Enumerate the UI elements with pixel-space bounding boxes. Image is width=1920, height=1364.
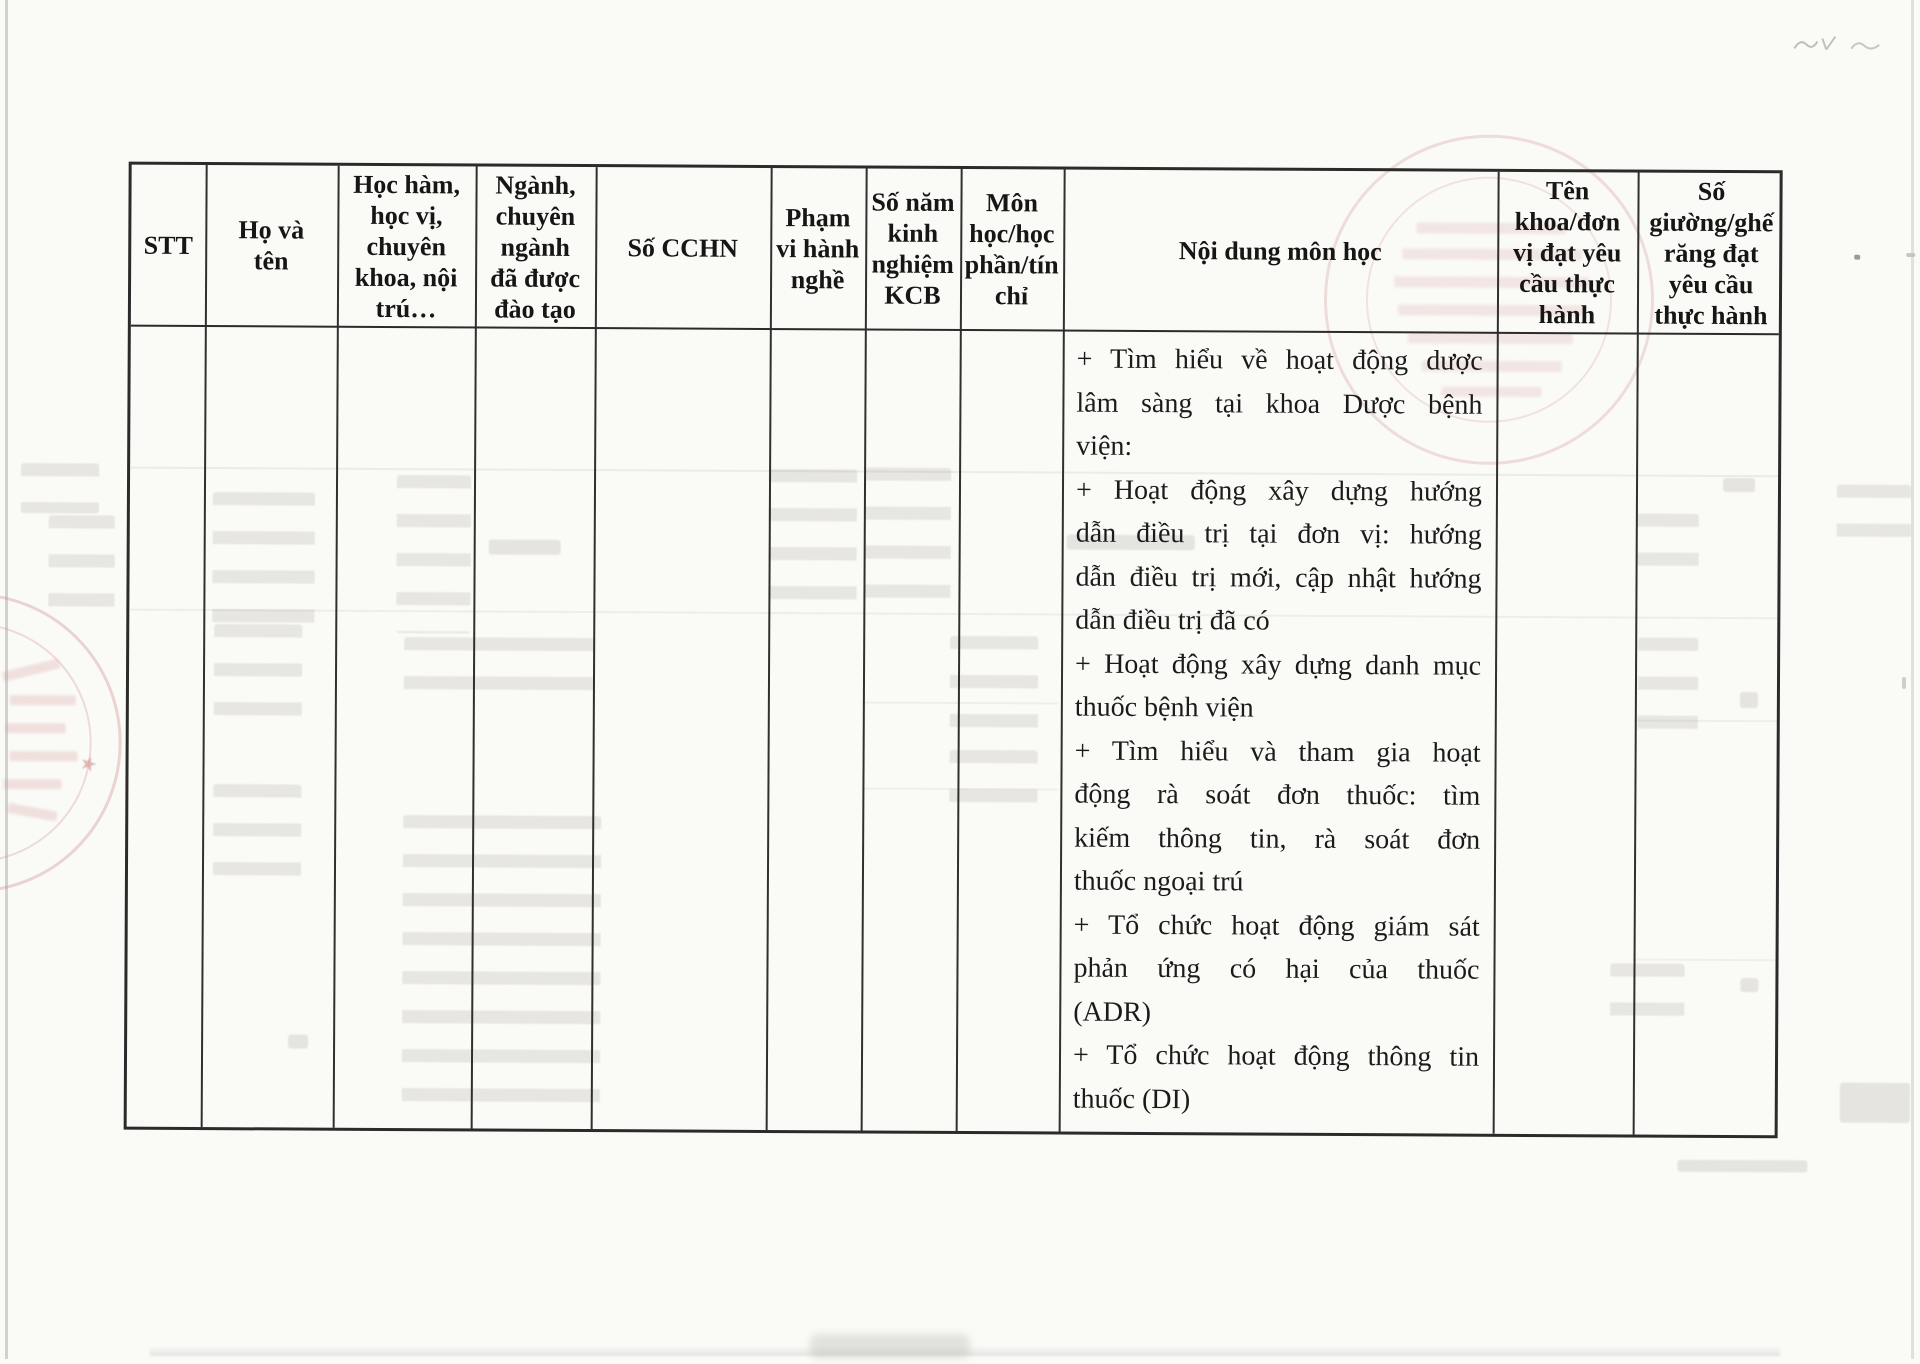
content-line: + Tổ chức hoạt động giám sát (1073, 909, 1480, 943)
col-header-ho-va-ten: Họ và tên (238, 215, 305, 276)
content-line: thuốc ngoại trú (1073, 865, 1244, 898)
seal-text-bleed (10, 751, 78, 761)
col-header-hoc-ham: Học hàm, học vị, chuyên khoa, nội trú… (353, 169, 461, 323)
content-line: (ADR) (1073, 996, 1152, 1028)
ink-speck (1854, 255, 1860, 260)
content-line: + Tìm hiểu và tham gia hoạt (1074, 735, 1481, 769)
content-line: thuốc (DI) (1072, 1083, 1191, 1115)
noi-dung-mon-hoc-cell (1073, 338, 1483, 1123)
content-line: + Tổ chức hoạt động thông tin (1072, 1039, 1480, 1073)
content-line: dẫn điều trị tại đơn vị: hướng (1075, 517, 1482, 551)
content-line: dẫn điều trị đã có (1075, 604, 1270, 637)
scan-edge-left (5, 0, 8, 1359)
content-line: lâm sàng tại khoa Dược bệnh (1076, 387, 1483, 421)
scan-edge-right (1911, 0, 1914, 1359)
bleed-through-text (48, 515, 115, 611)
col-header-ten-khoa: Tên khoa/đơn vị đạt yêu cầu thực hành (1512, 175, 1622, 329)
seal-text-bleed (10, 695, 76, 705)
content-line: + Hoạt động xây dựng danh mục (1075, 648, 1482, 682)
content-line: phản ứng có hại của thuốc (1073, 952, 1480, 986)
col-header-so-nam-kcb: Số năm kinh nghiệm KCB (871, 187, 955, 310)
bleed-through-text (21, 463, 99, 513)
content-line: + Tìm hiểu về hoạt động dược (1076, 343, 1483, 377)
red-seal-bleed-left (0, 592, 122, 894)
pencil-scribble (1791, 28, 1891, 65)
content-line: + Hoạt động xây dựng hướng (1075, 474, 1483, 508)
col-header-so-cchn: Số CCHN (627, 232, 739, 263)
col-header-so-giuong: Số giường/ghế răng đạt yêu cầu thực hành (1649, 176, 1774, 330)
col-header-pham-vi: Phạm vi hành nghề (776, 202, 860, 294)
content-line: thuốc bệnh viện (1074, 691, 1254, 724)
bleed-through-text (1677, 1160, 1807, 1173)
content-line: viện: (1076, 430, 1133, 462)
content-line: động rà soát đơn thuốc: tìm (1074, 778, 1481, 812)
col-header-mon-hoc: Môn học/học phần/tín chỉ (964, 188, 1059, 311)
practice-registration-table (124, 162, 1783, 1139)
seal-star-icon: ★ (76, 751, 101, 778)
ink-speck (1902, 677, 1906, 689)
col-header-nganh: Ngành, chuyên ngành đã được đào tạo (490, 170, 581, 324)
bleed-through-text (1837, 485, 1911, 543)
seal-text-bleed (3, 779, 61, 789)
content-line: kiếm thông tin, rà soát đơn (1074, 822, 1481, 856)
content-line: dẫn điều trị mới, cập nhật hướng (1075, 561, 1482, 595)
scan-shadow-blob (810, 1334, 970, 1358)
seal-text-bleed (6, 723, 66, 733)
col-header-stt: STT (143, 230, 193, 260)
bleed-through-text (1840, 1083, 1910, 1123)
col-header-noi-dung: Nội dung môn học (1178, 235, 1382, 266)
